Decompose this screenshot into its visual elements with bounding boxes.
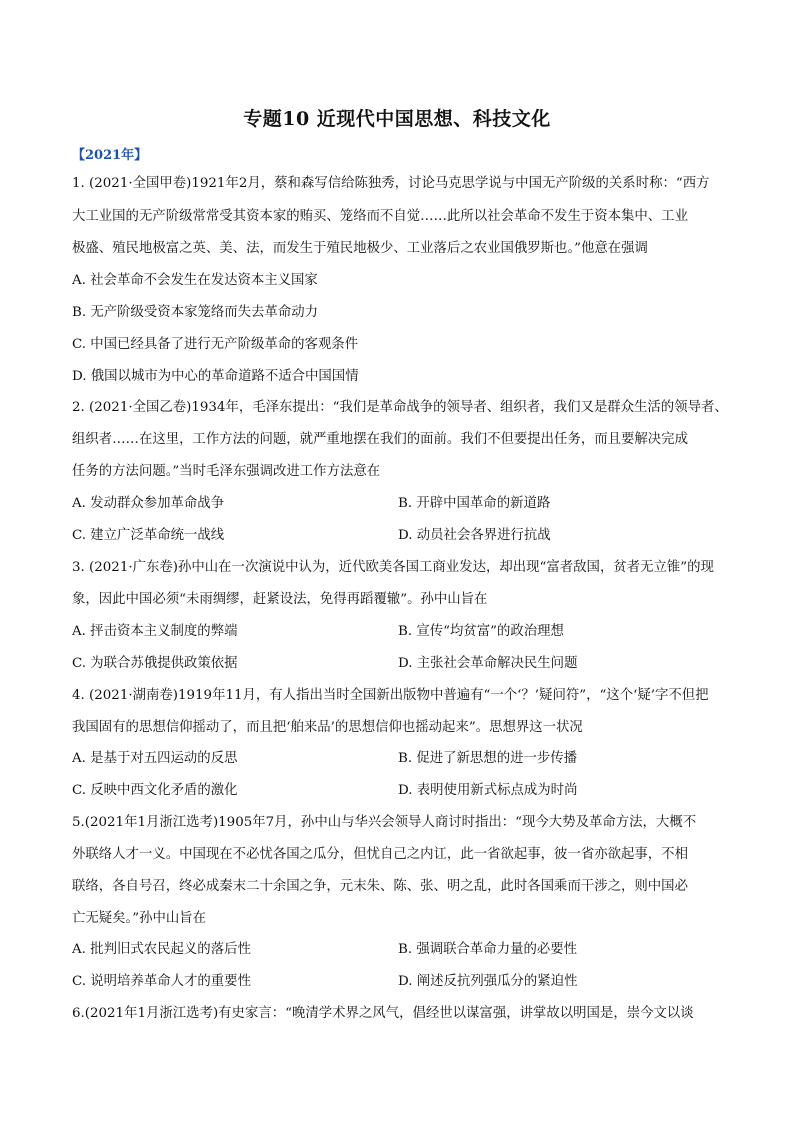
question-2-option-d: D. 动员社会各界进行抗战 [398,528,551,543]
question-1-line-2: 大工业国的无产阶级常常受其资本家的贿买、笼络而不自觉……此所以社会革命不发生于资本集中、工业 [72,209,688,224]
question-1-option-d: D. 俄国以城市为中心的革命道路不适合中国国情 [72,369,359,384]
question-1-line-3: 极盛、殖民地极富之英、美、法，而发生于殖民地极少、工业落后之农业国俄罗斯也。”他意在强调 [72,241,648,256]
question-3-option-a: A. 抨击资本主义制度的弊端 [72,624,238,639]
question-4-option-b: B. 促进了新思想的进一步传播 [398,751,578,766]
question-2-line-3: 任务的方法问题。”当时毛泽东强调改进工作方法意在 [72,464,381,479]
question-2-option-a: A. 发动群众参加革命战争 [72,496,225,511]
question-5-line-1: 5.(2021年1月浙江选考)1905年7月，孙中山与华兴会领导人商讨时指出：“现今大势及革命方法，大概不 [72,815,697,830]
question-3-option-d: D. 主张社会革命解决民生问题 [398,656,578,671]
section-heading: 【2021年】 [72,148,148,163]
question-3-option-b: B. 宣传“均贫富”的政治理想 [398,624,564,639]
question-1-line-1: 1. (2021·全国甲卷)1921年2月，蔡和森写信给陈独秀，讨论马克思学说与中国无产阶级的关系时称：“西方 [72,176,710,191]
question-4-line-1: 4. (2021·湖南卷)1919年11月，有人指出当时全国新出版物中普遍有“一个‘？’疑问符”，“这个‘疑’字不但把 [72,688,709,703]
question-2-line-1: 2. (2021·全国乙卷)1934年，毛泽东提出：“我们是革命战争的领导者、组织者，我们又是群众生活的领导者、 [72,400,728,415]
question-2-line-2: 组织者……在这里，工作方法的问题，就严重地摆在我们的面前。我们不但要提出任务，而且要解决完成 [72,432,688,447]
question-5-option-d: D. 阐述反抗列强瓜分的紧迫性 [398,974,578,989]
question-4-line-2: 我国固有的思想信仰摇动了，而且把‘舶来品’的思想信仰也摇动起来”。思想界这一状况 [72,720,583,735]
question-5-line-4: 亡无疑矣。”孙中山旨在 [72,911,207,926]
question-2-option-b: B. 开辟中国革命的新道路 [398,496,551,511]
question-3-line-2: 象，因此中国必须“未雨绸缪，赶紧设法，免得再蹈覆辙”。孙中山旨在 [72,592,488,607]
question-3-option-c: C. 为联合苏俄提供政策依据 [72,656,238,671]
question-4-option-d: D. 表明使用新式标点成为时尚 [398,783,578,798]
question-1-option-b: B. 无产阶级受资本家笼络而失去革命动力 [72,305,318,320]
question-5-line-3: 联络，各自号召，终必成秦末二十余国之争，元末朱、陈、张、明之乱，此时各国乘而干涉之，则中国必 [72,879,688,894]
question-2-option-c: C. 建立广泛革命统一战线 [72,528,225,543]
question-5-option-c: C. 说明培养革命人才的重要性 [72,974,251,989]
question-6-line-1: 6.(2021年1月浙江选考)有史家言：“晚清学术界之风气，倡经世以谋富强，讲掌故以明国是，崇今文以谈 [72,1006,694,1021]
page-title: 专题10 近现代中国思想、科技文化 [243,108,551,130]
question-3-line-1: 3. (2021·广东卷)孙中山在一次演说中认为，近代欧美各国工商业发达，却出现“富者敌国，贫者无立锥”的现 [72,560,714,575]
question-4-option-a: A. 是基于对五四运动的反思 [72,751,238,766]
question-5-option-b: B. 强调联合革命力量的必要性 [398,942,578,957]
question-5-option-a: A. 批判旧式农民起义的落后性 [72,942,251,957]
question-5-line-2: 外联络人才一义。中国现在不必忧各国之瓜分，但忧自己之内讧，此一省欲起事，彼一省亦欲起事，不相 [72,847,688,862]
question-1-option-a: A. 社会革命不会发生在发达资本主义国家 [72,273,318,288]
question-1-option-c: C. 中国已经具备了进行无产阶级革命的客观条件 [72,337,359,352]
question-4-option-c: C. 反映中西文化矛盾的激化 [72,783,238,798]
